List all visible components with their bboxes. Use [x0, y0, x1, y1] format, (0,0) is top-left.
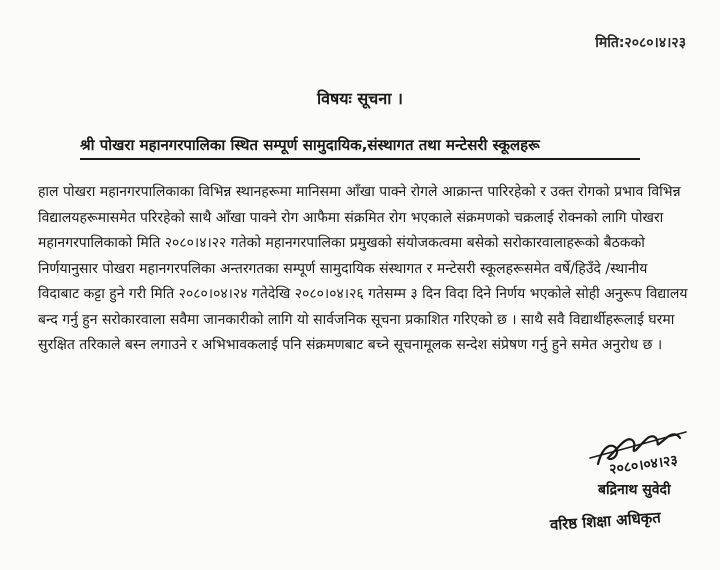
handwritten-date: २०८०।०४।२३	[608, 452, 679, 478]
signer-name: बद्रिनाथ सुवेदी	[598, 482, 671, 498]
notice-addressee: श्री पोखरा महानगरपालिका स्थित सम्पूर्ण सामुदायिक,संस्थागत तथा मन्टेसरी स्कूलहरू	[80, 135, 640, 160]
handwritten-signature	[560, 418, 710, 478]
notice-subject: विषयः सूचना ।	[316, 89, 403, 108]
notice-body: हाल पोखरा महानगरपालिकाका विभिन्न स्थानहरूमा मानिसमा आँखा पाक्ने रोगले आक्रान्त पारिरहेको र उक्त रोगको प्रभाव विभिन्न विद्यालयहरूमासमेत परिरहेको साथै आँखा पाक्ने रोग आफैमा संक्रमित रोग भएकाले संक्रमणको चक्रलाई रोक्नको लागि पोखरा महानगरपालिकाको मिति २०८०।४।२२ गतेको महानगरपालिका प्रमुखको संयोजकत्वमा बसेको सरोकारवालाहरूको बैठकको निर्णयानुसार पोखरा महानगरपलिका अन्तरगतका सम्पूर्ण सामुदायिक संस्थागत र मन्टेसरी स्कूलहरूसमेत वर्षे/हिउँदे /स्थानीय विदाबाट कट्टा हुने गरी मिति २०८०।०४।२४ गतेदेखि २०८०।०४।२६ गतेसम्म ३ दिन विदा दिने निर्णय भएकोले सोही अनुरूप विद्यालय बन्द गर्नु हुन सरोकारवाला सवैमा जानकारीको लागि यो सार्वजनिक सूचना प्रकाशित गरिएको छ । साथै सवै विद्यार्थीहरूलाई घरमा सुरक्षित तरिकाले बस्न लगाउने र अभिभावकलाई पनि संक्रमणबाट बच्ने सूचनामूलक सन्देश संप्रेषण गर्नु हुने समेत अनुरोध छ ।	[38, 184, 688, 353]
notice-date: मिति:२०८०।४।२३	[595, 35, 686, 51]
signer-title: वरिष्ठ शिक्षा अधिकृत	[549, 508, 662, 534]
